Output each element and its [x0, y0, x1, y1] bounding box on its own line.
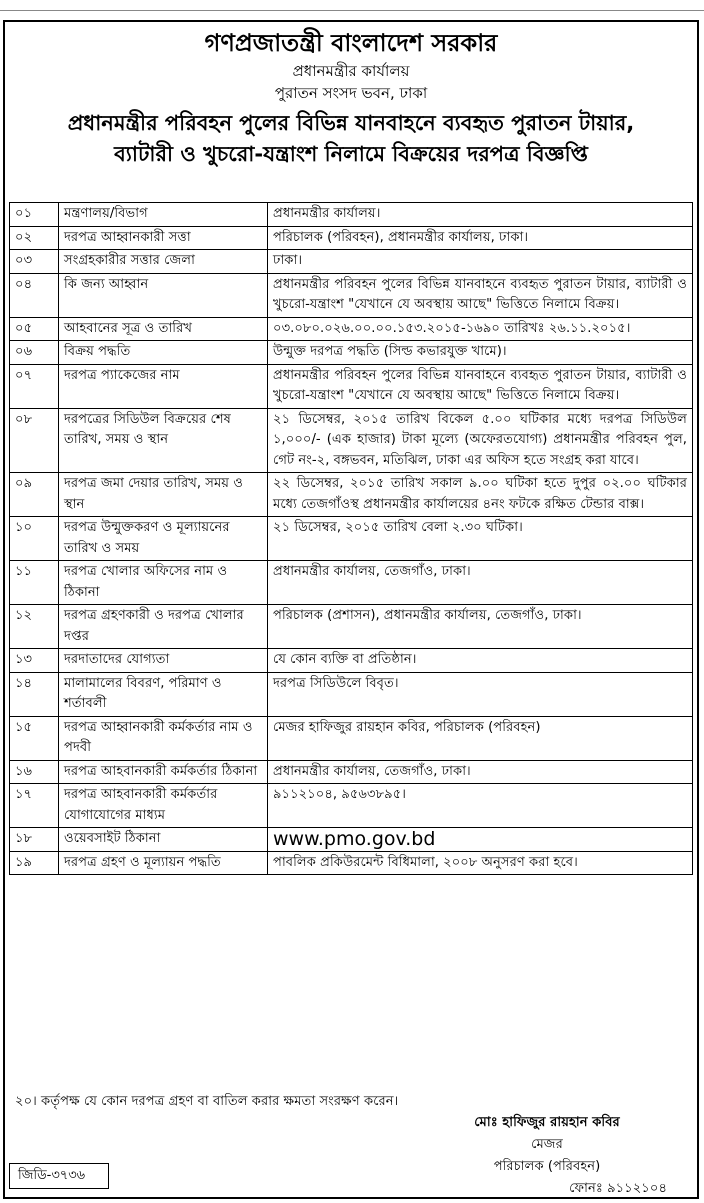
row-label: সংগ্রহকারীর সত্তার জেলা — [59, 250, 268, 274]
row-value: প্রধানমন্ত্রীর পরিবহন পুলের বিভিন্ন যানবাহনে ব্যবহৃত পুরাতন টায়ার, ব্যাটারী ও খুচরো-যন্ত্রাংশ "যেখানে যে অবস্থায় আছে" ভিত্তিতে নিলামে বিক্রয়। — [268, 364, 693, 408]
row-label: দরদাতাদের যোগ্যতা — [59, 649, 268, 673]
row-label: দরপত্র উন্মুক্তকরণ ও মূল্যায়নের তারিখ ও সময় — [59, 517, 268, 561]
tender-notice — [3, 20, 699, 1199]
table-row — [10, 203, 693, 227]
row-serial: ১২ — [10, 605, 59, 649]
row-value: দরপত্র সিডিউলে বিবৃত। — [268, 672, 693, 716]
website-link[interactable]: www.pmo.gov.bd — [268, 828, 693, 852]
row-serial: ০৯ — [10, 473, 59, 517]
row-label: বিক্রয় পদ্ধতি — [59, 341, 268, 365]
table-row — [10, 851, 693, 875]
row-label: দরপত্র জমা দেয়ার তারিখ, সময় ও স্থান — [59, 473, 268, 517]
row-label: ওয়েবসাইট ঠিকানা — [59, 828, 268, 852]
row-label: কি জন্য আহ্বান — [59, 273, 268, 317]
row-label: দরপত্রের সিডিউল বিক্রয়ের শেষ তারিখ, সময় ও স্থান — [59, 408, 268, 473]
row-label: দরপত্র আহ্বানকারী সত্তা — [59, 226, 268, 250]
row-value: প্রধানমন্ত্রীর কার্যালয়, তেজগাঁও, ঢাকা। — [268, 561, 693, 605]
row-label: দরপত্র আহ্বানকারী কর্মকর্তার নাম ও পদবী — [59, 716, 268, 760]
row-label: দরপত্র গ্রহণ ও মূল্যায়ন পদ্ধতি — [59, 851, 268, 875]
row-value: ৯১১২১০৪, ৯৫৬৩৮৯৫। — [268, 784, 693, 828]
table-row — [10, 672, 693, 716]
row-label: দরপত্র আহবানকারী কর্মকর্তার যোগাযোগের মাধ্যম — [59, 784, 268, 828]
row-serial: ০১ — [10, 203, 59, 227]
row-serial: ১০ — [10, 517, 59, 561]
row-label: দরপত্র খোলার অফিসের নাম ও ঠিকানা — [59, 561, 268, 605]
row-value: ০৩.০৮০.০২৬.০০.০০.১৫৩.২০১৫-১৬৯০ তারিখঃ ২৬.১১.২০১৫। — [268, 317, 693, 341]
table-row — [10, 273, 693, 317]
row-value: ২১ ডিসেম্বর, ২০১৫ তারিখ বিকেল ৫.০০ ঘটিকার মধ্যে দরপত্র সিডিউল ১,০০০/- (এক হাজার) টাকা মূল্যে (অফেরতযোগ্য) প্রধানমন্ত্রীর পরিবহন পুল, গেট নং-২, বঙ্গভবন, মতিঝিল, ঢাকা এর অফিস হতে সংগ্রহ করা যাবে। — [268, 408, 693, 473]
top-rule — [0, 0, 704, 11]
table-row — [10, 226, 693, 250]
signer-phone: ফোনঃ ৯১১২১০৪ — [569, 1181, 667, 1196]
signer-designation: পরিচালক (পরিবহন) — [493, 1159, 601, 1174]
footer-note: ২০। কর্তৃপক্ষ যে কোন দরপত্র গ্রহণ বা বাতিল করার ক্ষমতা সংরক্ষণ করেন। — [15, 1094, 399, 1109]
row-serial: ০৫ — [10, 317, 59, 341]
table-row — [10, 317, 693, 341]
row-serial: ০৬ — [10, 341, 59, 365]
table-row — [10, 716, 693, 760]
notice-header — [5, 28, 697, 170]
row-value: উন্মুক্ত দরপত্র পদ্ধতি (সিল্ড কভারযুক্ত খামে)। — [268, 341, 693, 365]
signer-rank: মেজর — [531, 1137, 563, 1152]
notice-title-line2: ব্যাটারী ও খুচরো-যন্ত্রাংশ নিলামে বিক্রয়ের দরপত্র বিজ্ঞপ্তি — [114, 142, 588, 166]
row-serial: ১৯ — [10, 851, 59, 875]
table-row — [10, 561, 693, 605]
table-row — [10, 760, 693, 784]
signer-name: মোঃ হাফিজুর রায়হান কবির — [474, 1115, 620, 1130]
row-serial: ০৪ — [10, 273, 59, 317]
row-serial: ০৮ — [10, 408, 59, 473]
table-row — [10, 605, 693, 649]
row-label: দরপত্র আহবানকারী কর্মকর্তার ঠিকানা — [59, 760, 268, 784]
notice-title-line1: প্রধানমন্ত্রীর পরিবহন পুলের বিভিন্ন যানবাহনে ব্যবহৃত পুরাতন টায়ার, — [67, 111, 635, 135]
tender-table — [9, 202, 693, 875]
table-row — [10, 517, 693, 561]
office-address: পুরাতন সংসদ ভবন, ঢাকা — [274, 84, 428, 102]
table-row — [10, 473, 693, 517]
table-row — [10, 828, 693, 852]
table-row — [10, 784, 693, 828]
row-serial: ১৮ — [10, 828, 59, 852]
row-label: দরপত্র গ্রহণকারী ও দরপত্র খোলার দপ্তর — [59, 605, 268, 649]
row-serial: ১৪ — [10, 672, 59, 716]
row-value: প্রধানমন্ত্রীর কার্যালয়। — [268, 203, 693, 227]
row-serial: ১৩ — [10, 649, 59, 673]
row-serial: ০২ — [10, 226, 59, 250]
reference-code: জিডি-৩৭৩৬ — [9, 1163, 109, 1189]
row-serial: ১৬ — [10, 760, 59, 784]
row-value: পরিচালক (পরিবহন), প্রধানমন্ত্রীর কার্যালয়, ঢাকা। — [268, 226, 693, 250]
table-row — [10, 250, 693, 274]
row-value: পরিচালক (প্রশাসন), প্রধানমন্ত্রীর কার্যালয়, তেজগাঁও, ঢাকা। — [268, 605, 693, 649]
row-value: প্রধানমন্ত্রীর কার্যালয়, তেজগাঁও, ঢাকা। — [268, 760, 693, 784]
office-name: প্রধানমন্ত্রীর কার্যালয় — [292, 62, 410, 80]
row-serial: ১১ — [10, 561, 59, 605]
row-value: প্রধানমন্ত্রীর পরিবহন পুলের বিভিন্ন যানবাহনে ব্যবহৃত পুরাতন টায়ার, ব্যাটারী ও খুচরো-যন্ত্রাংশ "যেখানে যে অবস্থায় আছে" ভিত্তিতে নিলামে বিক্রয়। — [268, 273, 693, 317]
signature-block — [427, 1112, 667, 1200]
row-serial: ০৩ — [10, 250, 59, 274]
table-row — [10, 649, 693, 673]
row-serial: ১৫ — [10, 716, 59, 760]
table-row — [10, 364, 693, 408]
table-row — [10, 408, 693, 473]
row-value: ২২ ডিসেম্বর, ২০১৫ তারিখ সকাল ৯.০০ ঘটিকা হতে দুপুর ০২.০০ ঘটিকার মধ্যে তেজগাঁওস্থ প্রধানমন্ত্রীর কার্যালয়ের ৪নং ফটকে রক্ষিত টেন্ডার বাক্স। — [268, 473, 693, 517]
row-serial: ১৭ — [10, 784, 59, 828]
row-label: মন্ত্রণালয়/বিভাগ — [59, 203, 268, 227]
row-value: যে কোন ব্যক্তি বা প্রতিষ্ঠান। — [268, 649, 693, 673]
government-name: গণপ্রজাতন্ত্রী বাংলাদেশ সরকার — [204, 29, 498, 57]
row-value: মেজর হাফিজুর রায়হান কবির, পরিচালক (পরিবহন) — [268, 716, 693, 760]
row-value: ঢাকা। — [268, 250, 693, 274]
row-value: ২১ ডিসেম্বর, ২০১৫ তারিখ বেলা ২.৩০ ঘটিকা। — [268, 517, 693, 561]
row-serial: ০৭ — [10, 364, 59, 408]
row-label: মালামালের বিবরণ, পরিমাণ ও শর্তাবলী — [59, 672, 268, 716]
row-label: আহবানের সূত্র ও তারিখ — [59, 317, 268, 341]
table-row — [10, 341, 693, 365]
row-label: দরপত্র প্যাকেজের নাম — [59, 364, 268, 408]
row-value: পাবলিক প্রকিউরমেন্ট বিধিমালা, ২০০৮ অনুসরণ করা হবে। — [268, 851, 693, 875]
